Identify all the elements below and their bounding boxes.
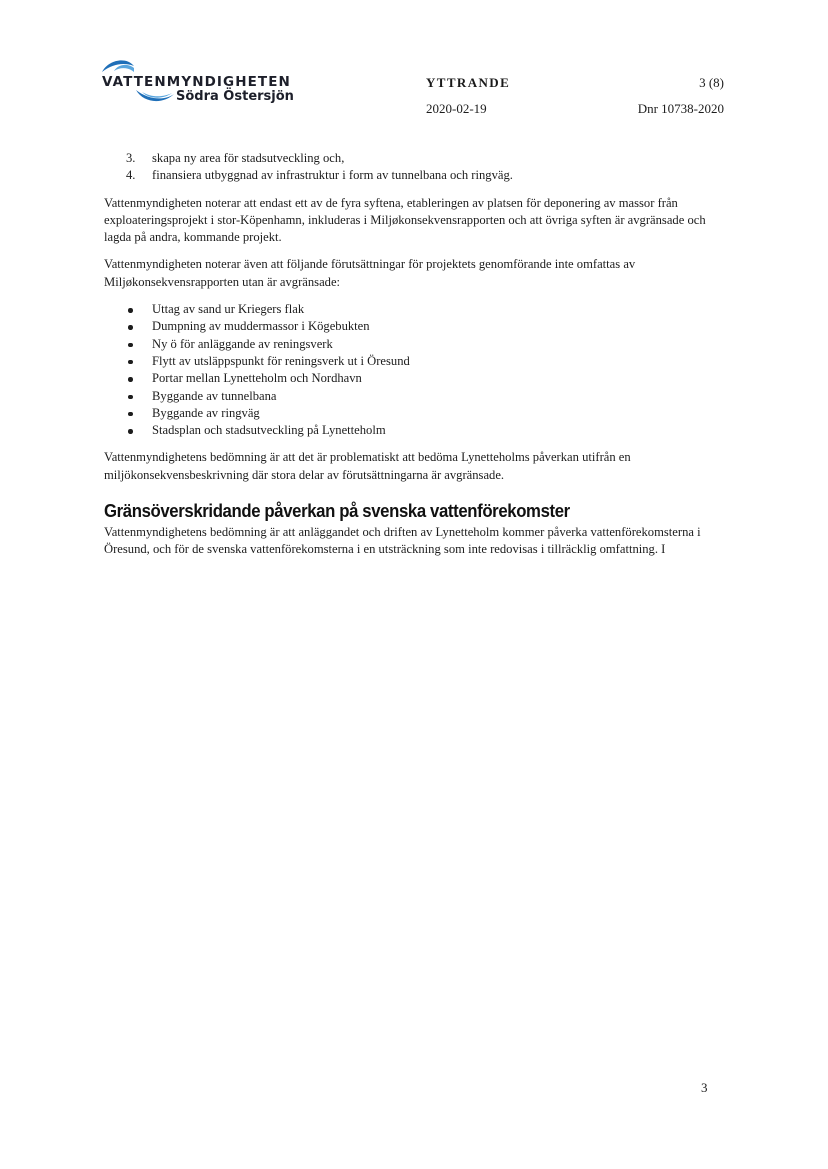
paragraph-prerequisites: Vattenmyndigheten noterar även att följande förutsättningar för projektets genomförande inte omfattas av Miljøkonsekvensrapporten utan är avgränsade: — [104, 257, 636, 289]
org-name: VATTENMYNDIGHETEN — [102, 74, 291, 90]
bullet-item: Uttag av sand ur Kriegers flak — [104, 301, 714, 318]
list-item-text: finansiera utbyggnad av infrastruktur i form av tunnelbana och ringväg. — [152, 168, 513, 183]
bullet-item: Flytt av utsläppspunkt för reningsverk ut i Öresund — [104, 353, 714, 370]
list-number: 4. — [126, 168, 136, 183]
bullet-item: Ny ö för anläggande av reningsverk — [104, 336, 714, 353]
list-item — [104, 150, 714, 167]
paragraph-purposes: Vattenmyndigheten noterar att endast ett av de fyra syftena, etableringen av platsen för deponering av massor från exploateringsprojekt i stor-Köpenhamn, inkluderas i Miljøkonsekvensrapporten och att övriga syften är avgränsade och lagda på andra, kommande projekt. — [104, 195, 706, 245]
document-body — [104, 150, 714, 559]
org-logo — [100, 54, 294, 110]
list-item — [104, 167, 714, 184]
bullet-item: Portar mellan Lynetteholm och Nordhavn — [104, 370, 714, 387]
bullet-list — [104, 301, 714, 439]
section-heading: Gränsöverskridande påverkan på svenska vattenförekomster — [104, 501, 570, 522]
document-reference: Dnr 10738-2020 — [637, 101, 724, 116]
document-date: 2020-02-19 — [426, 101, 487, 116]
bullet-item: Byggande av ringväg — [104, 405, 714, 422]
org-subname: Södra Östersjön — [176, 89, 294, 104]
document-type: YTTRANDE — [426, 75, 511, 90]
paragraph-assessment: Vattenmyndighetens bedömning är att det är problematiskt att bedöma Lynetteholms påverkan utifrån en miljökonsekvensbeskrivning där stora delar av förutsättningarna är avgränsade. — [104, 450, 631, 482]
paragraph-transboundary: Vattenmyndighetens bedömning är att anläggandet och driften av Lynetteholm kommer påverka vattenförekomsterna i Öresund, och för de svenska vattenförekomsterna i en utsträckning som inte redovisas i tillräcklig omfattning. I — [104, 525, 701, 557]
bullet-item: Stadsplan och stadsutveckling på Lynetteholm — [104, 422, 714, 439]
page-count: 3 (8) — [699, 75, 724, 90]
bullet-item: Byggande av tunnelbana — [104, 388, 714, 405]
bullet-item: Dumpning av muddermassor i Kögebukten — [104, 318, 714, 335]
list-item-text: skapa ny area för stadsutveckling och, — [152, 151, 345, 165]
numbered-list — [104, 150, 714, 185]
footer-page-number: 3 — [701, 1080, 708, 1095]
list-number: 3. — [126, 151, 136, 165]
